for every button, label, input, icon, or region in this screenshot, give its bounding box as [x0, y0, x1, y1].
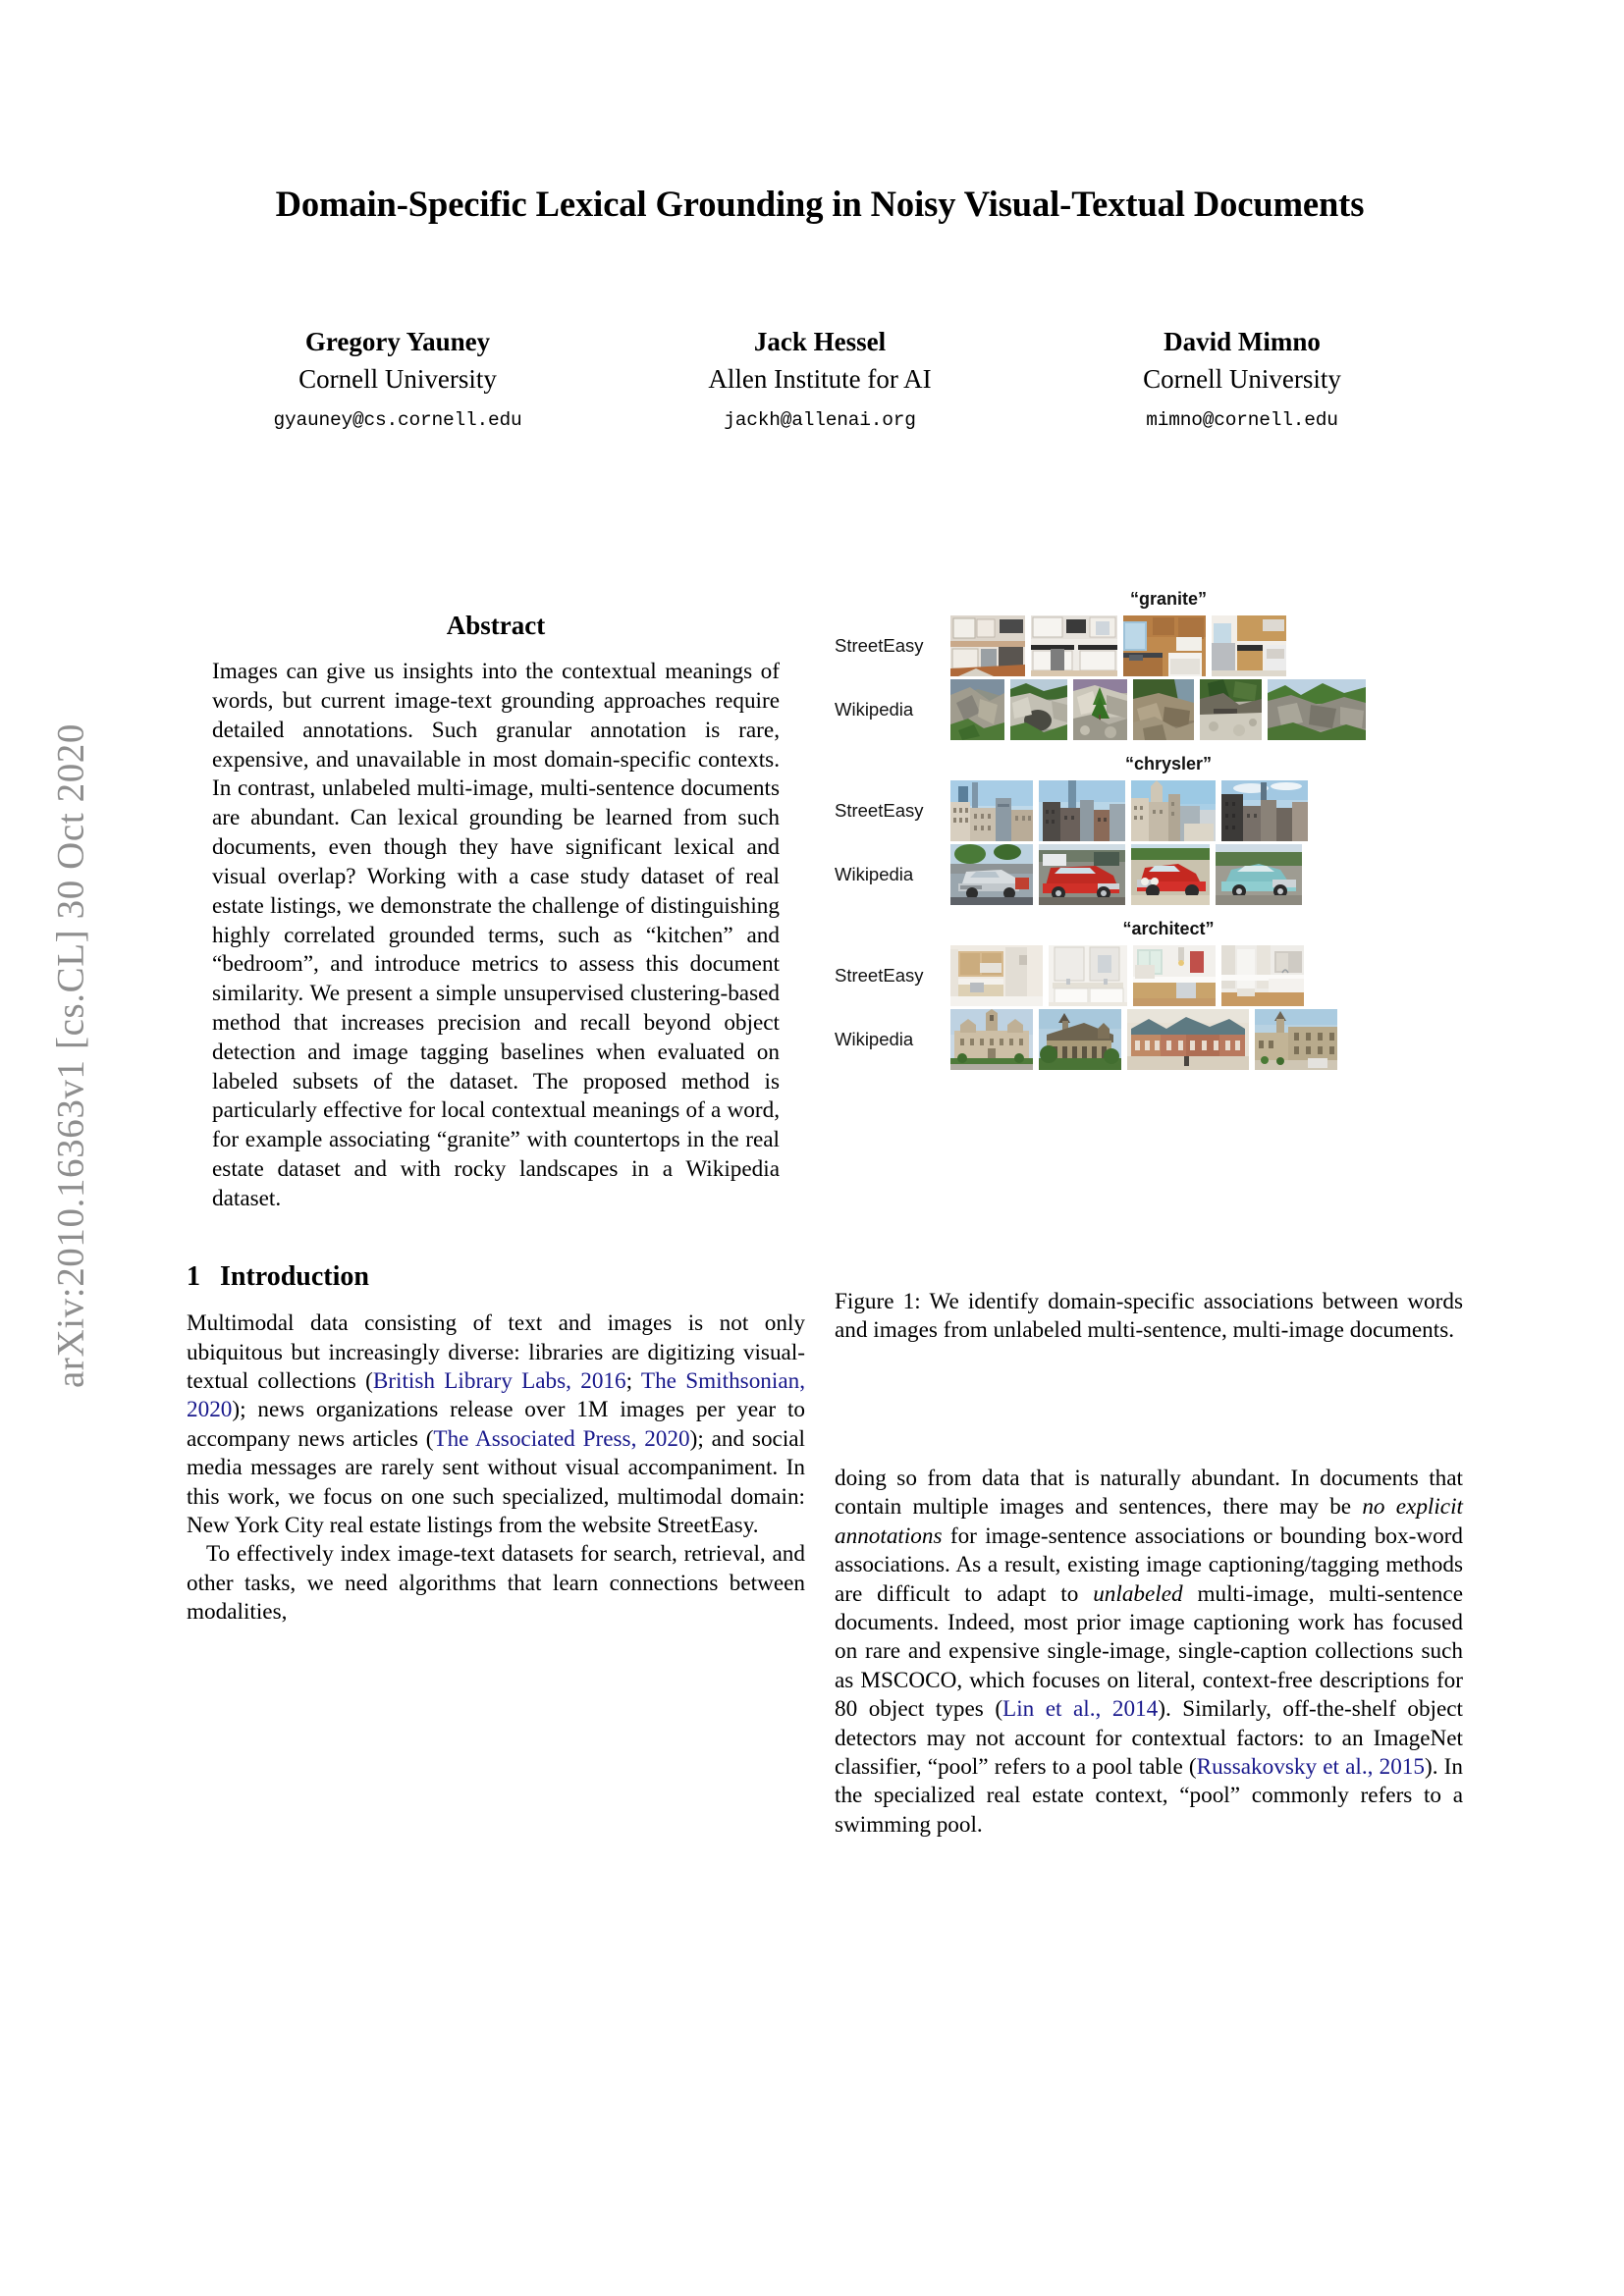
left-column [187, 609, 805, 1628]
thumbnail-strip [950, 945, 1463, 1006]
row-label-streeteasy: StreetEasy [835, 635, 924, 656]
figure-word-label: “architect” [1122, 919, 1215, 938]
arxiv-identifier-stamp: arXiv:2010.16363v1 [cs.CL] 30 Oct 2020 [49, 722, 92, 1389]
abstract-heading: Abstract [446, 611, 546, 640]
row-label-streeteasy: StreetEasy [835, 800, 924, 821]
thumbnail-strip [950, 844, 1463, 905]
emphasis-unlabeled: unlabeled [1093, 1580, 1183, 1607]
figure-row-streeteasy [835, 945, 1463, 1006]
section-number: 1 [187, 1260, 200, 1292]
row-label-streeteasy: StreetEasy [835, 965, 924, 986]
thumb-interior-white-island [1221, 945, 1304, 1006]
figure-caption-label: Figure 1: [835, 1289, 921, 1314]
thumb-rock-steps [1133, 679, 1194, 740]
author-name: David Mimno [1164, 327, 1321, 356]
author-entry [611, 324, 1029, 431]
figure-group-chrysler [835, 754, 1463, 905]
thumb-car-silver-sedan [950, 844, 1033, 905]
thumbnail-strip [950, 780, 1463, 841]
thumb-interior-kitchen-light [950, 945, 1043, 1006]
intro-text-d: ); and social media messages are rarely sent without visual accompaniment. In this work, we focus on one such specialized, multimodal domain: New York City real estate listings from the website StreetEasy. [187, 1425, 806, 1539]
thumb-interior-open-kitchen [1133, 945, 1216, 1006]
right-text-c: multi-image, multi-sentence documents. Indeed, most prior image captioning work has focused on rare and expensive single-image, single-caption collections such as MSCOCO, which focuses on literal, context-free descriptions for 80 object types ( [835, 1580, 1463, 1723]
abstract-body [187, 658, 805, 1213]
right-column-body [835, 1465, 1463, 1840]
figure-word-label: “chrysler” [1124, 754, 1213, 774]
author-entry [1033, 324, 1451, 431]
figure-1 [835, 589, 1463, 1076]
author-name: Gregory Yauney [304, 327, 491, 356]
author-entry [189, 324, 607, 431]
citation-the-smithsonian[interactable]: The Smithsonian, 2020 [187, 1367, 806, 1423]
thumb-building-gothic-church [1039, 1009, 1121, 1070]
thumb-building-palace-facade [1127, 1009, 1249, 1070]
citation-associated-press[interactable]: The Associated Press, 2020 [433, 1425, 690, 1452]
thumb-rock-cliff-green [950, 679, 1004, 740]
author-email: jackh@allenai.org [724, 408, 916, 431]
thumb-rock-cave [1010, 679, 1067, 740]
figure-row-streeteasy [835, 780, 1463, 841]
intro-text-c: ); news organizations release over 1M images per year to accompany news articles ( [187, 1397, 805, 1452]
figure-row-wikipedia [835, 679, 1463, 740]
thumb-skyline-downtown [950, 780, 1033, 841]
intro-paragraph-1 [187, 1309, 805, 1540]
author-email: gyauney@cs.cornell.edu [273, 408, 522, 431]
thumb-car-red-wagon [1039, 844, 1125, 905]
figure-caption [835, 1288, 1463, 1346]
thumbnail-strip [950, 615, 1463, 676]
author-affiliation: Allen Institute for AI [708, 364, 932, 395]
right-text-b: for image-sentence associations or bounding box-word associations. As a result, existing image captioning/tagging methods are difficult to adapt to [835, 1522, 1463, 1607]
right-text-e: ). In the specialized real estate context, “pool” commonly refers to a swimming pool. [835, 1754, 1464, 1838]
right-paragraph-continued [835, 1465, 1463, 1840]
thumb-building-stone-tower [1255, 1009, 1337, 1070]
thumb-building-city-hall [950, 1009, 1033, 1070]
intro-text-a: Multimodal data consisting of text and images is not only ubiquitous but increasingly diverse: libraries are digitizing visual-textual collections ( [187, 1310, 805, 1394]
thumb-kitchen-oak-cabinets [1123, 615, 1206, 676]
intro-paragraph-2: To effectively index image-text datasets for search, retrieval, and other tasks, we need algorithms that learn connections between modalities, [187, 1541, 805, 1626]
thumb-rock-outcrop-wide [1268, 679, 1366, 740]
figure-row-streeteasy [835, 615, 1463, 676]
title-block [187, 183, 1453, 226]
row-label-wikipedia: Wikipedia [835, 1029, 914, 1049]
figure-group-granite [835, 589, 1463, 740]
author-affiliation: Cornell University [1143, 364, 1341, 395]
figure-word-label: “granite” [1129, 589, 1207, 609]
thumb-interior-bathroom-mirror [1049, 945, 1127, 1006]
thumb-car-red-convertible [1131, 844, 1210, 905]
thumb-rock-sapling [1073, 679, 1127, 740]
thumb-skyline-uptown [1131, 780, 1216, 841]
figure-group-architect [835, 919, 1463, 1070]
author-list [187, 324, 1453, 431]
right-text-a: doing so from data that is naturally abundant. In documents that contain multiple images and sentences, there may be [835, 1466, 1463, 1521]
author-name: Jack Hessel [753, 327, 887, 356]
citation-russakovsky-et-al[interactable]: Russakovsky et al., 2015 [1196, 1754, 1425, 1781]
thumb-kitchen-galley-white [1031, 615, 1117, 676]
intro-text-b: ; [625, 1367, 641, 1394]
abstract-text: Images can give us insights into the contextual meanings of words, but current image-text grounding approaches require detailed annotations. Such granular annotation is rare, expensive, and unavailable in most domain-specific contexts. In contrast, unlabeled multi-image, multi-sentence documents are abundant. Can lexical grounding be learned from such documents, even though they have significant lexical and visual overlap? Working with a case study dataset of real estate listings, we demonstrate the challenge of distinguishing highly correlated grounded terms, such as “kitchen” and “bedroom”, and introduce metrics to assess this document similarity. We present a simple unsupervised clustering-based method that increases precision and recall beyond object detection and image tagging baselines when evaluated on labeled subsets of the dataset. The proposed method is particularly effective for local contextual meanings of a word, for example associating “granite” with countertops in the real estate dataset and with rocky landscapes in a Wikipedia dataset. [212, 659, 780, 1211]
author-email: mimno@cornell.edu [1146, 408, 1338, 431]
page-title: Domain-Specific Lexical Grounding in Noisy Visual-Textual Documents [275, 184, 1365, 224]
thumbnail-strip [950, 679, 1463, 740]
thumb-car-teal-classic [1216, 844, 1302, 905]
thumb-rock-gravel-path [1200, 679, 1262, 740]
thumb-kitchen-wood-fridge [1212, 615, 1286, 676]
figure-caption-text: We identify domain-specific associations between words and images from unlabeled multi-sentence, multi-image documents. [835, 1289, 1463, 1344]
row-label-wikipedia: Wikipedia [835, 699, 914, 720]
thumbnail-strip [950, 1009, 1463, 1070]
right-text-d: ). Similarly, off-the-shelf object detectors may not account for contextual factors: to an ImageNet classifier, “pool” refers to a pool table ( [835, 1696, 1464, 1781]
thumb-kitchen-white-cabinets [950, 615, 1025, 676]
section-heading-introduction [187, 1259, 805, 1295]
citation-lin-et-al[interactable]: Lin et al., 2014 [1002, 1696, 1159, 1723]
figure-row-wikipedia [835, 844, 1463, 905]
figure-row-wikipedia [835, 1009, 1463, 1070]
author-affiliation: Cornell University [298, 364, 497, 395]
row-label-wikipedia: Wikipedia [835, 864, 914, 884]
thumb-skyline-midtown [1039, 780, 1125, 841]
section-title: Introduction [220, 1260, 369, 1292]
citation-british-library-labs[interactable]: British Library Labs, 2016 [372, 1367, 626, 1394]
emphasis-no-explicit-annotations: no explicit annotations [835, 1494, 1463, 1549]
thumb-skyline-towers [1221, 780, 1308, 841]
